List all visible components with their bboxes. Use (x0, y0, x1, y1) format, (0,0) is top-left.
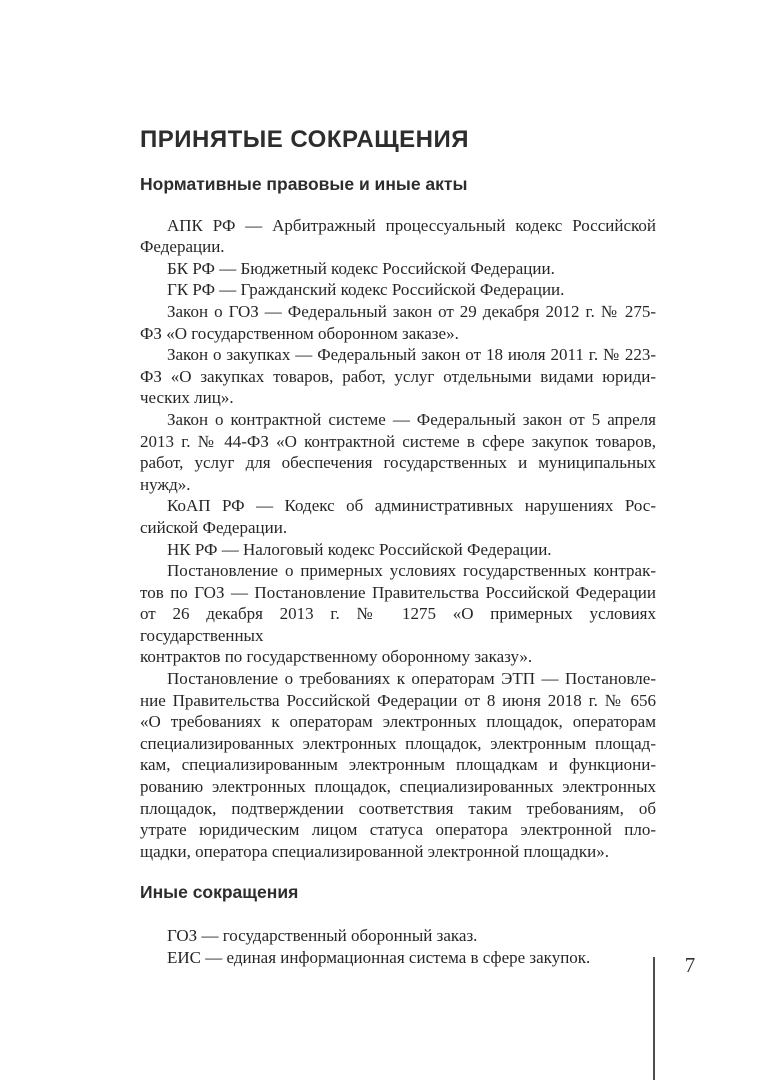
text-line: Закон о закупках — Федеральный закон от 18 июля 2011 г. № 223- (167, 345, 656, 365)
text-line: контрактов по государственному оборонному заказу». (140, 647, 533, 667)
text-line: специализированных электронных площадок, электронным площад- (140, 733, 656, 753)
section-body-other-abbreviations (140, 925, 656, 968)
text-line: рованию электронных площадок, специализированных электронных (140, 777, 656, 797)
text-line: Постановление о требованиях к операторам ЭТП — Постановле- (167, 669, 656, 689)
text-line: тов по ГОЗ — Постановление Правительства Российской Федерации (140, 582, 656, 602)
text-line: ФЗ «О государственном оборонном заказе». (140, 323, 459, 343)
text-line: Постановление о примерных условиях государственных контрак- (167, 561, 656, 581)
text-line: ческих лиц». (140, 388, 234, 408)
text-line: АПК РФ — Арбитражный процессуальный кодекс Российской (167, 215, 656, 235)
text-line: «О требованиях к операторам электронных площадок, операторам (140, 712, 656, 732)
text-line: ние Правительства Российской Федерации от 8 июня 2018 г. № 656 (140, 690, 656, 710)
page-title: ПРИНЯТЫЕ СОКРАЩЕНИЯ (140, 126, 469, 153)
text-line: КоАП РФ — Кодекс об административных нарушениях Рос- (167, 496, 656, 516)
text-line: НК РФ — Налоговый кодекс Российской Федерации. (167, 539, 552, 559)
section-heading-normative-acts: Нормативные правовые и иные акты (140, 173, 468, 194)
text-line: Закон о контрактной системе — Федеральный закон от 5 апреля (167, 409, 656, 429)
page-content (140, 126, 656, 969)
text-line: ГК РФ — Гражданский кодекс Российской Федерации. (167, 280, 565, 300)
text-line: утрате юридическим лицом статуса оператора электронной пло- (140, 820, 656, 840)
text-line: Федерации. (140, 237, 225, 257)
page-number: 7 (684, 953, 696, 977)
text-line: нужд». (140, 474, 191, 494)
text-line: от 26 декабря 2013 г. № 1275 «О примерных условиях государственных (140, 604, 656, 645)
text-line: 2013 г. № 44-ФЗ «О контрактной системе в сфере закупок товаров, (140, 431, 656, 451)
section-heading-other-abbreviations: Иные сокращения (140, 882, 299, 903)
text-line: ГОЗ — государственный оборонный заказ. (167, 926, 478, 946)
section-body-normative-acts (140, 215, 656, 863)
footer-vertical-rule (653, 957, 655, 1080)
text-line: БК РФ — Бюджетный кодекс Российской Федерации. (167, 258, 555, 278)
text-line: сийской Федерации. (140, 517, 288, 537)
text-line: щадки, оператора специализированной электронной площадки». (140, 841, 609, 861)
text-line: ФЗ «О закупках товаров, работ, услуг отдельными видами юриди- (140, 366, 656, 386)
text-line: Закон о ГОЗ — Федеральный закон от 29 декабря 2012 г. № 275- (167, 301, 656, 321)
text-line: площадок, подтверждении соответствия таким требованиям, об (140, 798, 656, 818)
text-line: работ, услуг для обеспечения государственных и муниципальных (140, 453, 656, 473)
text-line: кам, специализированным электронным площадкам и функциони- (140, 755, 656, 775)
text-line: ЕИС — единая информационная система в сфере закупок. (167, 948, 591, 967)
